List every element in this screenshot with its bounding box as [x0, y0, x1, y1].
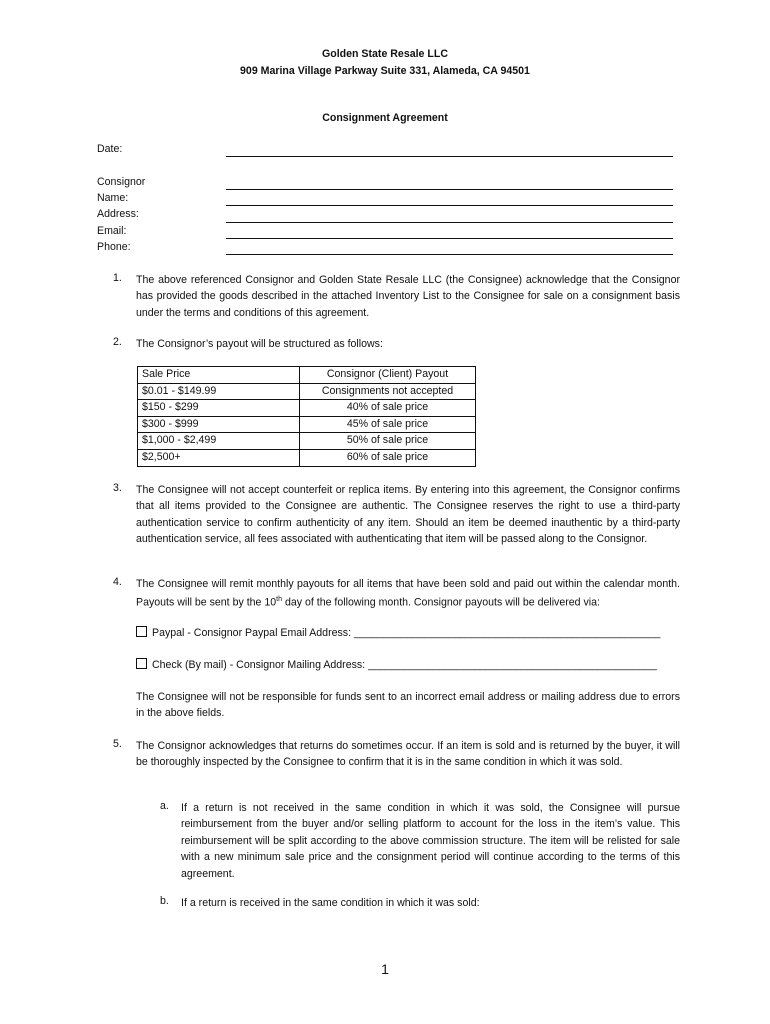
- table-cell: 40% of sale price: [300, 400, 476, 417]
- table-row: [138, 433, 476, 450]
- table-row: [138, 367, 476, 384]
- clause-3-text: The Consignee will not accept counterfeit or replica items. By entering into this agreement, the Consignor confirms that all items provided to the Consignee are authentic. The Consignee reserves the right to use a third-party authentication service to confirm authenticity of any item. Should an item be deemed inauthentic by a third-party authentication service, all fees associated with authenticating that item will be passed along to the Consignor.: [136, 484, 680, 546]
- date-label: Date:: [97, 143, 123, 155]
- clause-2-number: 2.: [113, 336, 122, 348]
- consignor-line: [226, 189, 673, 190]
- address-line: [226, 222, 673, 223]
- table-cell: $150 - $299: [138, 400, 300, 417]
- document-title: Consignment Agreement: [322, 112, 448, 124]
- table-cell: 50% of sale price: [300, 433, 476, 450]
- clause-5b-number: b.: [160, 895, 169, 907]
- table-cell: $0.01 - $149.99: [138, 383, 300, 400]
- name-label: Name:: [97, 192, 129, 204]
- email-label: Email:: [97, 225, 127, 237]
- phone-label: Phone:: [97, 241, 131, 253]
- clause-4-number: 4.: [113, 576, 122, 588]
- paypal-checkbox[interactable]: [136, 626, 147, 637]
- table-cell: 45% of sale price: [300, 416, 476, 433]
- table-cell: 60% of sale price: [300, 449, 476, 466]
- clause-5b-text: If a return is received in the same condition in which it was sold:: [181, 897, 480, 909]
- clause-4-note: The Consignee will not be responsible for funds sent to an incorrect email address or mailing address due to errors in the above fields.: [136, 691, 680, 720]
- paypal-option[interactable]: [136, 626, 660, 639]
- company-address: 909 Marina Village Parkway Suite 331, Alameda, CA 94501: [240, 65, 530, 77]
- check-checkbox[interactable]: [136, 658, 147, 669]
- clause-5a-number: a.: [160, 800, 169, 812]
- table-header-cell: Sale Price: [138, 367, 300, 384]
- clause-1-text: The above referenced Consignor and Golden State Resale LLC (the Consignee) acknowledge that the Consignor has provided the goods described in the attached Inventory List to the Consignee for sale on a consignment basis under the terms and conditions of this agreement.: [136, 274, 680, 319]
- table-row: [138, 400, 476, 417]
- consignor-label: Consignor: [97, 176, 146, 188]
- clause-1-number: 1.: [113, 272, 122, 284]
- clause-5-text: The Consignor acknowledges that returns do sometimes occur. If an item is sold and is returned by the buyer, it will be thoroughly inspected by the Consignee to confirm that it is in the same condition in which it was sold.: [136, 740, 680, 769]
- name-line: [226, 205, 673, 206]
- check-option[interactable]: [136, 658, 657, 671]
- address-label: Address:: [97, 208, 139, 220]
- table-cell: $2,500+: [138, 449, 300, 466]
- table-header-cell: Consignor (Client) Payout: [300, 367, 476, 384]
- paypal-option-label: Paypal - Consignor Paypal Email Address: ____________________________________________________: [152, 627, 661, 639]
- clause-4-text: The Consignee will remit monthly payouts for all items that have been sold and paid out within the calendar month. Payouts will be sent by the 10th day of the following month. Consignor payouts will be delivered via:: [136, 578, 680, 609]
- table-cell: $300 - $999: [138, 416, 300, 433]
- clause-2-text: The Consignor’s payout will be structured as follows:: [136, 338, 383, 350]
- date-line: [226, 156, 673, 157]
- table-cell: Consignments not accepted: [300, 383, 476, 400]
- payout-table: [137, 366, 476, 467]
- phone-line: [226, 254, 673, 255]
- table-cell: $1,000 - $2,499: [138, 433, 300, 450]
- page-number: 1: [381, 961, 389, 977]
- check-option-label: Check (By mail) - Consignor Mailing Address: _________________________________________________: [152, 659, 657, 671]
- clause-3-number: 3.: [113, 482, 122, 494]
- company-name: Golden State Resale LLC: [322, 48, 448, 60]
- clause-5-number: 5.: [113, 738, 122, 750]
- table-row: [138, 416, 476, 433]
- clause-5a-text: If a return is not received in the same condition in which it was sold, the Consignee will pursue reimbursement from the buyer and/or selling platform to account for the loss in the item’s value. This reimbursement will be split according to the above commission structure. The item will be relisted for sale with a new minimum sale price and the consignment period will continue according to the terms of this agreement.: [181, 802, 680, 880]
- table-row: [138, 383, 476, 400]
- email-line: [226, 238, 673, 239]
- table-row: [138, 449, 476, 466]
